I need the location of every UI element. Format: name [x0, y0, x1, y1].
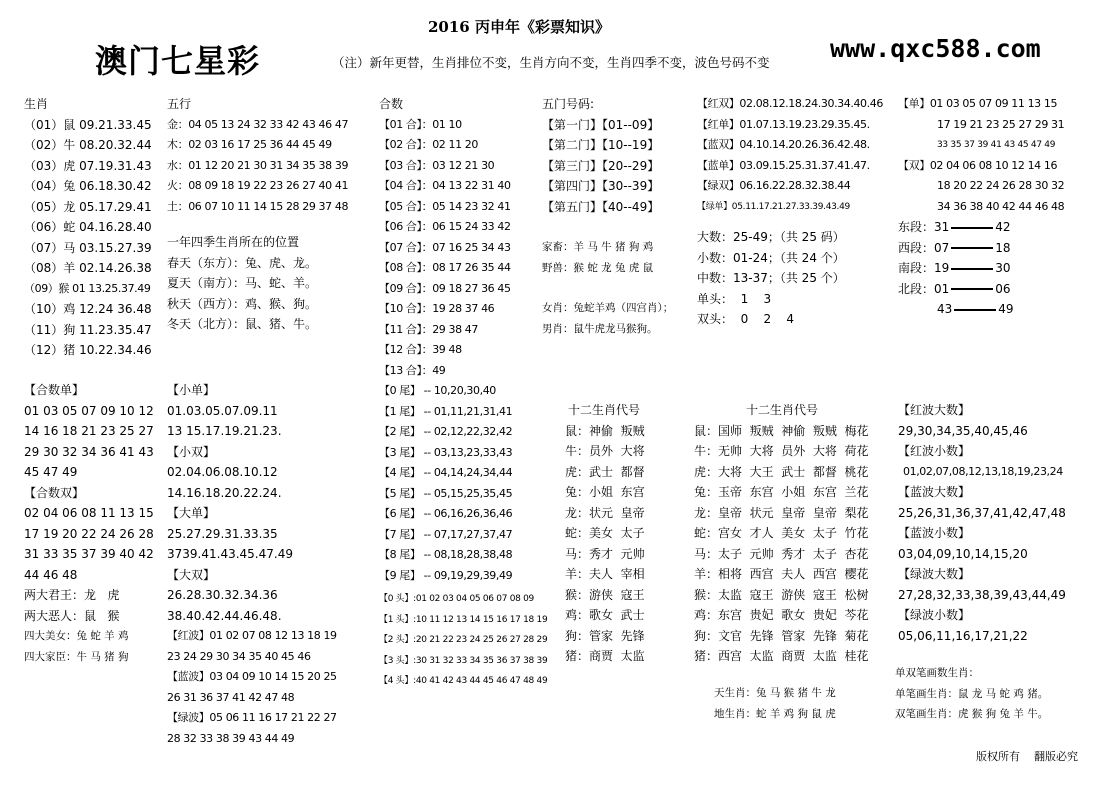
- heshu-row: 【07 合】：07 16 25 34 43: [379, 240, 511, 254]
- zone-end: 06: [995, 281, 1011, 296]
- zodiac-row: （07）马 03.15.27.39: [24, 240, 152, 255]
- head-row: 【0 头】:01 02 03 04 05 06 07 08 09: [379, 594, 534, 604]
- zodiac-code-row: 羊：相将 西宫 夫人 西宫 樱花: [694, 567, 869, 581]
- small-green-row: 05,06,11,16,17,21,22: [898, 628, 1028, 643]
- odd-stroke-row: 单笔画生肖：鼠 龙 马 蛇 鸡 猪。: [895, 687, 1049, 700]
- zone-end: 30: [995, 261, 1011, 275]
- big-blue-heading: 【蓝波大数】: [898, 485, 971, 499]
- zodiac-row: （08）羊 02.14.26.38: [24, 261, 152, 275]
- stroke-heading: 单双笔画数生肖：: [895, 667, 979, 679]
- zone-end: 42: [995, 220, 1011, 234]
- gates-column: [542, 94, 692, 339]
- zodiac-row: （02）牛 08.20.32.44: [24, 138, 152, 152]
- heshu-row: 【06 合】：06 15 24 33 42: [379, 220, 511, 233]
- zodiac-code-row: 猴：太监 寇王 游侠 寇王 松树: [694, 587, 869, 602]
- wuxing-row: 木：02 03 16 17 25 36 44 45 49: [167, 138, 332, 151]
- zodiac-heading: 生肖: [24, 97, 49, 111]
- big-odd-heading: 【大单】: [167, 506, 216, 520]
- head-row: 【2 头】:20 21 22 23 24 25 26 27 28 29: [379, 635, 548, 645]
- odd-even-sum-column: [24, 380, 164, 667]
- small-blue-heading: 【蓝波小数】: [898, 526, 971, 540]
- head-row: 【1 头】:10 11 12 13 14 15 16 17 18 19: [379, 614, 548, 625]
- zodiac-code-row: 龙：状元 皇帝: [565, 505, 645, 520]
- size-row: 中数：13-37；（共 25 个）: [697, 271, 845, 285]
- zone-label: 43: [937, 302, 953, 316]
- zodiac-code-row: 牛：无帅 大将 员外 大将 荷花: [694, 444, 869, 458]
- zone-row: [898, 299, 1108, 320]
- wuxing-row: 金：04 05 13 24 32 33 42 43 46 47: [167, 117, 349, 131]
- small-green-heading: 【绿波小数】: [898, 608, 971, 622]
- small-blue-row: 03,04,09,10,14,15,20: [898, 546, 1028, 561]
- heshu-row: 【10 合】：19 28 37 46: [379, 302, 495, 315]
- lottery-logo-title: 澳门七星彩: [95, 42, 261, 80]
- zone-range-line: [951, 288, 993, 290]
- season-row: 夏天（南方）：马、蛇、羊。: [167, 276, 318, 290]
- wave-parity-row: 【蓝双】04.10.14.20.26.36.42.48.: [697, 138, 870, 151]
- wave-parity-row: 【红单】01.07.13.19.23.29.35.45.: [697, 117, 870, 131]
- green-wave-row: 【绿波】05 06 11 16 17 21 22 27: [167, 711, 337, 724]
- zone-label: 南段：19: [898, 261, 950, 275]
- kings-row: 两大君王：龙 虎: [24, 588, 120, 602]
- double-row: 02 04 06 08 10 12 14 16: [929, 158, 1058, 172]
- zodiac-row: （12）猪 10.22.34.46: [24, 343, 152, 357]
- single-row: 17 19 21 23 25 27 29 31: [937, 117, 1065, 131]
- zodiac-code-row: 鼠：国师 叛贼 神偷 叛贼 梅花: [694, 423, 869, 438]
- small-even-heading: 【小双】: [167, 444, 216, 459]
- zodiac-code-row: 蛇：美女 太子: [565, 526, 645, 540]
- wuxing-row: 水：01 12 20 21 30 31 34 35 38 39: [167, 158, 349, 172]
- big-odd-row: 25.27.29.31.33.35: [167, 526, 278, 541]
- page-subtitle-note: （注）新年更替，生肖排位不变，生肖方向不变，生肖四季不变，波色号码不变: [332, 55, 770, 70]
- blue-wave-row: 【蓝波】03 04 09 10 14 15 20 25: [167, 670, 337, 683]
- wild-animals-row: 野兽：猴 蛇 龙 兔 虎 鼠: [542, 261, 654, 274]
- tail-row: 【2 尾】 -- 02,12,22,32,42: [379, 425, 513, 438]
- heshu-row: 【03 合】：03 12 21 30: [379, 158, 495, 172]
- zodiac-code-row: 龙：皇帝 状元 皇帝 皇帝 梨花: [694, 505, 869, 520]
- head-row: 【4 头】:40 41 42 43 44 45 46 47 48 49: [379, 676, 548, 686]
- small-odd-row: 13 15.17.19.21.23.: [167, 424, 282, 438]
- wuxing-column: [167, 94, 372, 335]
- wave-parity-row: 【蓝单】03.09.15.25.31.37.41.47.: [697, 158, 870, 172]
- tail-row: 【7 尾】 -- 07,17,27,37,47: [379, 527, 513, 541]
- zodiac-row: （01）鼠 09.21.33.45: [24, 117, 152, 132]
- small-odd-row: 01.03.05.07.09.11: [167, 403, 278, 418]
- ministers-row: 四大家臣：牛 马 猪 狗: [24, 650, 129, 663]
- big-even-heading: 【大双】: [167, 567, 216, 582]
- size-row: 大数：25-49；（共 25 码）: [697, 230, 845, 244]
- wuxing-row: 土：06 07 10 11 14 15 28 29 37 48: [167, 199, 349, 213]
- villains-row: 两大恶人：鼠 猴: [24, 608, 120, 623]
- wuxing-row: 火：08 09 18 19 22 23 26 27 40 41: [167, 179, 349, 192]
- page-title: 2016 丙申年《彩票知识》: [428, 18, 610, 36]
- head-parity-row: 双头： 0 2 4: [697, 312, 795, 326]
- zodiac-row: （09）猴 01 13.25.37.49: [24, 281, 151, 295]
- tail-row: 【8 尾】 -- 08,18,28,38,48: [379, 548, 513, 561]
- big-blue-row: 25,26,31,36,37,41,42,47,48: [898, 505, 1066, 520]
- zone-label: 西段：07: [898, 240, 950, 255]
- even-stroke-row: 双笔画生肖：虎 猴 狗 兔 羊 牛。: [895, 708, 1049, 720]
- small-red-row: 01,02,07,08,12,13,18,19,23,24: [903, 464, 1063, 478]
- wave-parity-row: 【绿双】06.16.22.28.32.38.44: [697, 179, 851, 192]
- zodiac-code-row: 兔：玉帝 东宫 小姐 东宫 兰花: [694, 485, 869, 499]
- zone-range-line: [954, 309, 996, 311]
- season-heading: 一年四季生肖所在的位置: [167, 235, 300, 249]
- tail-row: 【5 尾】 -- 05,15,25,35,45: [379, 486, 513, 500]
- heshu-row: 【12 合】：39 48: [379, 343, 462, 356]
- head-parity-row: 单头： 1 3: [697, 291, 772, 306]
- heshu-heading: 合数: [379, 97, 404, 111]
- heshu-row: 【11 合】：29 38 47: [379, 322, 478, 336]
- big-even-row: 38.40.42.44.46.48.: [167, 608, 282, 623]
- odd-sum-row: 14 16 18 21 23 25 27: [24, 424, 154, 438]
- female-zodiac-row: 女肖：兔蛇羊鸡（四宫肖）；: [542, 302, 674, 314]
- zone-row: [898, 217, 1108, 238]
- zodiac-row: （06）蛇 04.16.28.40: [24, 220, 152, 234]
- zodiac-code-column-a: [565, 400, 695, 667]
- odd-sum-row: 01 03 05 07 09 10 12: [24, 403, 154, 418]
- heaven-earth-column: [714, 683, 894, 724]
- zodiac-code-row: 猴：游侠 寇王: [565, 587, 645, 602]
- even-sum-row: 17 19 20 22 24 26 28: [24, 526, 154, 541]
- big-odd-row: 3739.41.43.45.47.49: [167, 547, 293, 561]
- website-url[interactable]: www.qxc588.com: [830, 34, 1041, 63]
- zodiac-code-row: 牛：员外 大将: [565, 444, 645, 458]
- zodiac-row: （04）兔 06.18.30.42: [24, 179, 152, 193]
- green-wave-row: 28 32 33 38 39 43 44 49: [167, 731, 295, 745]
- blue-wave-row: 26 31 36 37 41 42 47 48: [167, 690, 295, 704]
- zodiac-code-row: 马：太子 元帅 秀才 太子 杏花: [694, 546, 869, 561]
- single-row: 33 35 37 39 41 43 45 47 49: [937, 140, 1056, 150]
- even-sum-heading: 【合数双】: [24, 485, 85, 500]
- zone-row: [898, 258, 1108, 279]
- stroke-count-column: [895, 663, 1110, 725]
- zone-label: 北段：01: [898, 281, 950, 296]
- double-heading: 【双】: [898, 158, 930, 172]
- season-row: 秋天（西方）：鸡、猴、狗。: [167, 296, 318, 311]
- zodiac-row: （11）狗 11.23.35.47: [24, 322, 152, 337]
- small-even-row: 02.04.06.08.10.12: [167, 465, 278, 479]
- heshu-row: 【04 合】：04 13 22 31 40: [379, 179, 511, 192]
- season-row: 春天（东方）：兔、虎、龙。: [167, 255, 318, 270]
- big-green-heading: 【绿波大数】: [898, 567, 971, 581]
- zodiac-code-row: 狗：文官 先锋 管家 先锋 菊花: [694, 628, 869, 643]
- zodiac-code-row: 猪：西宫 太监 商贾 太监 桂花: [694, 649, 869, 663]
- double-row: 18 20 22 24 26 28 30 32: [937, 179, 1065, 192]
- tail-row: 【1 尾】 -- 01,11,21,31,41: [379, 404, 513, 418]
- gate-row: 【第二门】【10--19】: [542, 138, 660, 152]
- zodiac-code-row: 狗：管家 先锋: [565, 628, 645, 643]
- size-row: 小数：01-24；（共 24 个）: [697, 250, 845, 265]
- copyright-notice: 版权所有 翻版必究: [976, 750, 1078, 763]
- double-row: 34 36 38 40 42 44 46 48: [937, 199, 1065, 213]
- zodiac-code-row: 羊：夫人 宰相: [565, 567, 645, 581]
- zone-label: 东段：31: [898, 220, 950, 234]
- gate-row: 【第三门】【20--29】: [542, 158, 660, 173]
- big-red-heading: 【红波大数】: [898, 403, 971, 417]
- gate-row: 【第五门】【40--49】: [542, 199, 660, 214]
- small-even-row: 14.16.18.20.22.24.: [167, 485, 282, 500]
- heshu-row: 【08 合】：08 17 26 35 44: [379, 261, 511, 274]
- zodiac-code-row: 鼠：神偷 叛贼: [565, 423, 645, 438]
- tail-row: 【6 尾】 -- 06,16,26,36,46: [379, 507, 513, 520]
- big-even-row: 26.28.30.32.34.36: [167, 588, 278, 602]
- zone-range-line: [951, 247, 993, 249]
- heshu-row: 【02 合】：02 11 20: [379, 138, 478, 151]
- zone-end: 18: [995, 240, 1011, 255]
- zodiac-code-heading: 十二生肖代号: [568, 403, 641, 417]
- zodiac-code-row: 鸡：东宫 贵妃 歌女 贵妃 芩花: [694, 608, 869, 622]
- zodiac-column: [24, 94, 159, 361]
- wave-parity-row: 【绿单】05.11.17.21.27.33.39.43.49: [697, 201, 850, 212]
- heshu-column: [379, 94, 548, 692]
- head-row: 【3 头】:30 31 32 33 34 35 36 37 38 39: [379, 655, 548, 666]
- zone-row: [898, 279, 1108, 300]
- heshu-row: 【13 合】：49: [379, 363, 446, 377]
- odd-sum-row: 29 30 32 34 36 41 43: [24, 444, 154, 459]
- zodiac-code-row: 猪：商贾 太监: [565, 649, 645, 663]
- small-red-heading: 【红波小数】: [898, 444, 971, 458]
- small-odd-heading: 【小单】: [167, 383, 216, 397]
- gate-row: 【第四门】【30--39】: [542, 179, 660, 193]
- zodiac-code-row: 蛇：宫女 才人 美女 太子 竹花: [694, 526, 869, 540]
- size-wave-column: [167, 380, 372, 749]
- single-double-column: [898, 94, 1108, 320]
- tail-row: 【3 尾】 -- 03,13,23,33,43: [379, 445, 513, 459]
- even-sum-row: 31 33 35 37 39 40 42: [24, 547, 154, 561]
- zodiac-code-row: 鸡：歌女 武士: [565, 608, 645, 622]
- red-wave-row: 23 24 29 30 34 35 40 45 46: [167, 649, 311, 663]
- big-red-row: 29,30,34,35,40,45,46: [898, 423, 1028, 438]
- zodiac-code-row: 虎：大将 大王 武士 都督 桃花: [694, 464, 869, 479]
- odd-sum-heading: 【合数单】: [24, 383, 85, 397]
- beauties-row: 四大美女：兔 蛇 羊 鸡: [24, 630, 129, 642]
- heshu-row: 【09 合】：09 18 27 36 45: [379, 281, 511, 295]
- even-sum-row: 02 04 06 08 11 13 15: [24, 506, 154, 520]
- gates-heading: 五门号码:: [542, 97, 595, 111]
- zone-range-line: [951, 268, 993, 270]
- zodiac-code-column-b: [694, 400, 894, 667]
- heshu-row: 【05 合】：05 14 23 32 41: [379, 199, 511, 213]
- domestic-animals-row: 家畜：羊 马 牛 猪 狗 鸡: [542, 241, 654, 253]
- zodiac-code-heading-b: 十二生肖代号: [746, 403, 819, 417]
- zone-end: 49: [998, 302, 1014, 316]
- wave-parity-column: [697, 94, 897, 330]
- heaven-zodiac-row: 天生肖：兔 马 猴 猪 牛 龙: [714, 687, 836, 699]
- odd-sum-row: 45 47 49: [24, 465, 78, 479]
- tail-row: 【0 尾】 -- 10,20,30,40: [379, 384, 496, 397]
- gate-row: 【第一门】【01--09】: [542, 117, 660, 132]
- even-sum-row: 44 46 48: [24, 567, 78, 582]
- heshu-row: 【01 合】：01 10: [379, 117, 462, 131]
- zodiac-row: （05）龙 05.17.29.41: [24, 199, 152, 214]
- tail-row: 【9 尾】 -- 09,19,29,39,49: [379, 568, 513, 582]
- zone-range-line: [951, 227, 993, 229]
- zodiac-row: （10）鸡 12.24 36.48: [24, 302, 152, 316]
- red-wave-row: 【红波】01 02 07 08 12 13 18 19: [167, 629, 337, 642]
- wave-parity-row: 【红双】02.08.12.18.24.30.34.40.46: [697, 97, 883, 110]
- wuxing-heading: 五行: [167, 97, 192, 111]
- wave-size-column: [898, 400, 1110, 646]
- season-row: 冬天（北方）：鼠、猪、牛。: [167, 317, 318, 331]
- zodiac-code-row: 马：秀才 元帅: [565, 546, 645, 561]
- single-row: 01 03 05 07 09 11 13 15: [929, 97, 1058, 110]
- zodiac-code-row: 虎：武士 都督: [565, 464, 645, 479]
- zodiac-row: （03）虎 07.19.31.43: [24, 158, 152, 173]
- single-heading: 【单】: [898, 97, 930, 110]
- big-green-row: 27,28,32,33,38,39,43,44,49: [898, 587, 1066, 602]
- zone-row: [898, 238, 1108, 259]
- tail-row: 【4 尾】 -- 04,14,24,34,44: [379, 466, 513, 479]
- zodiac-code-row: 兔：小姐 东宫: [565, 485, 645, 499]
- male-zodiac-row: 男肖：鼠牛虎龙马猴狗。: [542, 322, 658, 335]
- earth-zodiac-row: 地生肖：蛇 羊 鸡 狗 鼠 虎: [714, 707, 836, 720]
